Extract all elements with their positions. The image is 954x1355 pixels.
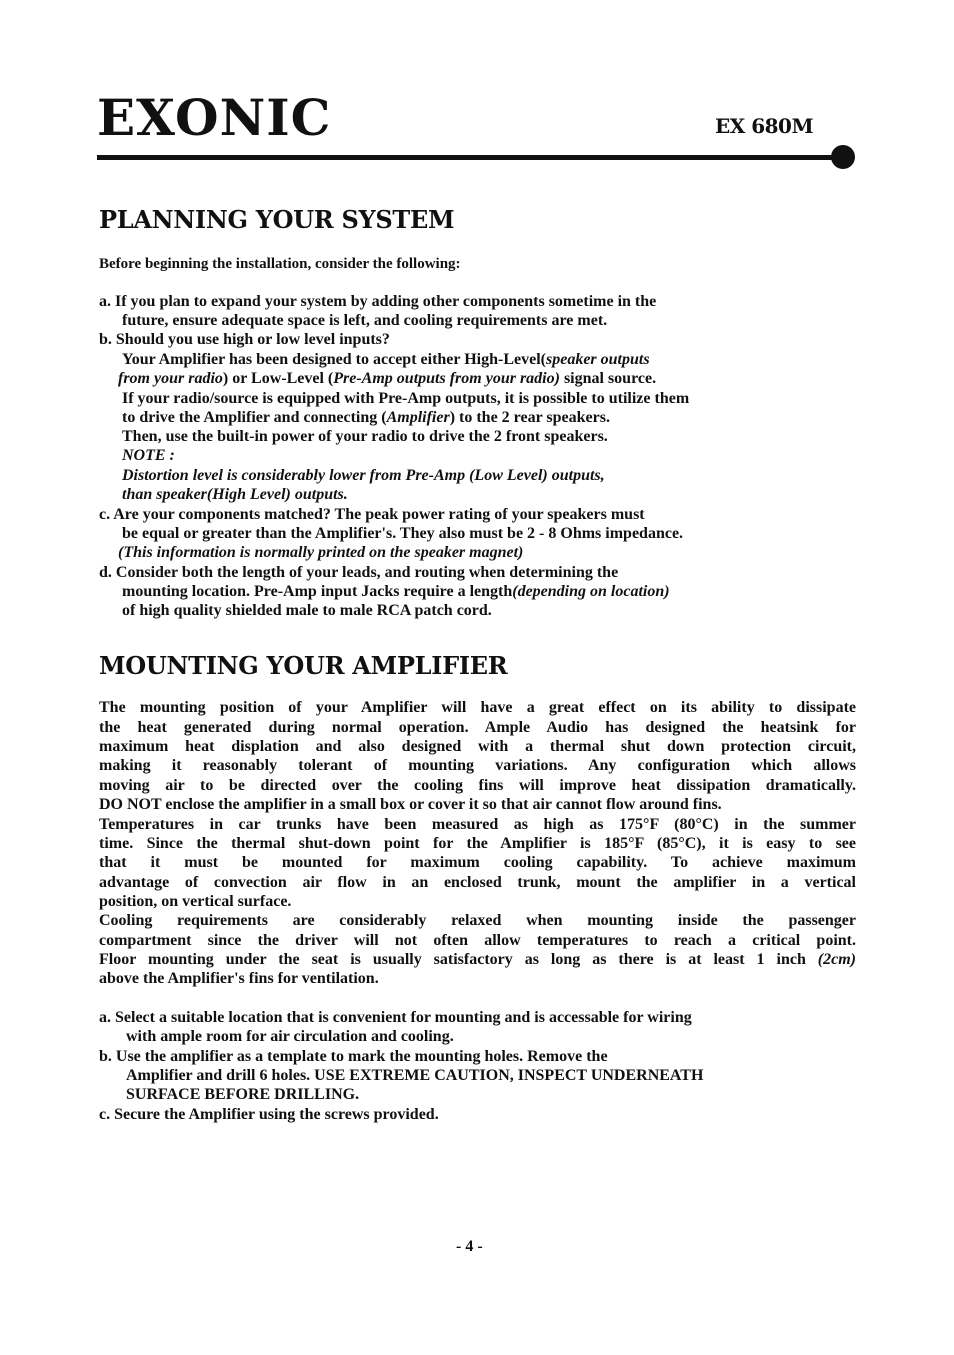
mounting-item-b-line1: b. Use the amplifier as a template to mark the mounting holes. Remove the	[99, 1048, 608, 1065]
planning-item-c-line2: be equal or greater than the Amplifier's. They also must be 2 - 8 Ohms impedance.	[122, 525, 684, 542]
planning-item-a-line1: a. If you plan to expand your system by adding other components sometime in the	[99, 293, 657, 310]
mounting-item-b-line3: SURFACE BEFORE DRILLING.	[126, 1086, 360, 1103]
brand-logo: EXONIC	[97, 88, 332, 147]
mounting-line: time. Since the thermal shut-down point for the Amplifier is 185°F (85°C), it is easy to see	[99, 835, 856, 852]
planning-intro: Before beginning the installation, consider the following:	[99, 256, 461, 272]
mounting-line: that it must be mounted for maximum cooling capability. To achieve maximum	[99, 854, 856, 871]
model-number: EX 680M	[715, 114, 814, 138]
mounting-line: making it reasonably tolerant of mounting variations. Any configuration which allows	[99, 757, 856, 774]
mounting-item-a-line1: a. Select a suitable location that is convenient for mounting and is accessable for wiring	[99, 1009, 692, 1026]
planning-item-b-line3: from your radio) or Low-Level (Pre-Amp outputs from your radio) signal source.	[118, 370, 657, 387]
planning-item-c-line3: (This information is normally printed on the speaker magnet)	[118, 544, 524, 561]
mounting-item-c-line1: c. Secure the Amplifier using the screws provided.	[99, 1106, 439, 1123]
mounting-line: Floor mounting under the seat is usually satisfactory as long as there is at least 1 inch (2cm)	[99, 951, 856, 968]
note-label: NOTE :	[122, 447, 175, 464]
planning-item-d-line1: d. Consider both the length of your leads, and routing when determining the	[99, 564, 619, 581]
planning-item-d-line3: of high quality shielded male to male RCA patch cord.	[122, 602, 492, 619]
mounting-line: Temperatures in car trunks have been measured as high as 175°F (80°C) in the summer	[99, 816, 856, 833]
mounting-line: above the Amplifier's fins for ventilation.	[99, 970, 379, 987]
page-number: - 4 -	[456, 1238, 483, 1255]
note-line2: than speaker(High Level) outputs.	[122, 486, 348, 503]
mounting-line: the heat generated during normal operation. Ample Audio has designed the heatsink for	[99, 719, 856, 736]
planning-item-b-line2: Your Amplifier has been designed to accept either High-Level(speaker outputs	[122, 351, 650, 368]
planning-item-c-line1: c. Are your components matched? The peak power rating of your speakers must	[99, 506, 645, 523]
header-dot	[831, 145, 855, 169]
planning-item-b-line5: to drive the Amplifier and connecting (Amplifier) to the 2 rear speakers.	[122, 409, 610, 426]
mounting-line: position, on vertical surface.	[99, 893, 292, 910]
mounting-line: moving air to be directed over the cooling fins will improve heat dissipation dramatically.	[99, 777, 856, 794]
planning-item-b-line1: b. Should you use high or low level inputs?	[99, 331, 390, 348]
mounting-line: compartment since the driver will not often allow temperatures to reach a critical point.	[99, 932, 856, 949]
mounting-item-a-line2: with ample room for air circulation and cooling.	[126, 1028, 454, 1045]
planning-item-b-line4: If your radio/source is equipped with Pre-Amp outputs, it is possible to utilize them	[122, 390, 690, 407]
mounting-line: Cooling requirements are considerably relaxed when mounting inside the passenger	[99, 912, 856, 929]
planning-item-b-line6: Then, use the built-in power of your radio to drive the 2 front speakers.	[122, 428, 608, 445]
note-line1: Distortion level is considerably lower from Pre-Amp (Low Level) outputs,	[122, 467, 605, 484]
mounting-line: DO NOT enclose the amplifier in a small box or cover it so that air cannot flow around fins.	[99, 796, 722, 813]
planning-item-a-line2: future, ensure adequate space is left, and cooling requirements are met.	[122, 312, 608, 329]
planning-heading: PLANNING YOUR SYSTEM	[99, 205, 455, 234]
mounting-item-b-line2: Amplifier and drill 6 holes. USE EXTREME CAUTION, INSPECT UNDERNEATH	[126, 1067, 704, 1084]
mounting-heading: MOUNTING YOUR AMPLIFIER	[99, 651, 508, 680]
mounting-line: advantage of convection air flow in an enclosed trunk, mount the amplifier in a vertical	[99, 874, 856, 891]
mounting-line: maximum heat displation and also designed with a thermal shut down protection circuit,	[99, 738, 856, 755]
planning-item-d-line2: mounting location. Pre-Amp input Jacks require a length(depending on location)	[122, 583, 670, 600]
header-rule	[97, 155, 837, 160]
mounting-line: The mounting position of your Amplifier will have a great effect on its ability to dissipate	[99, 699, 856, 716]
